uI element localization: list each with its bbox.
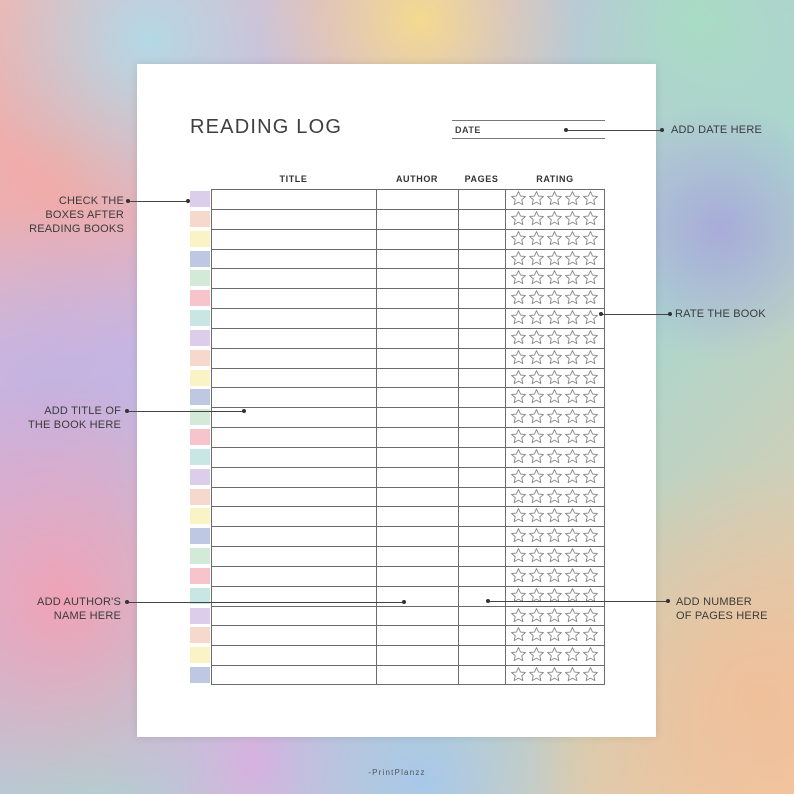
star-icon[interactable] xyxy=(510,309,527,326)
star-icon[interactable] xyxy=(564,250,581,267)
star-icon[interactable] xyxy=(564,190,581,207)
star-icon[interactable] xyxy=(528,329,545,346)
read-checkbox[interactable] xyxy=(190,310,210,326)
read-checkbox[interactable] xyxy=(190,251,210,267)
read-checkbox[interactable] xyxy=(190,627,210,643)
star-icon[interactable] xyxy=(510,250,527,267)
star-icon[interactable] xyxy=(528,607,545,624)
star-icon[interactable] xyxy=(546,666,563,683)
annotation-check-boxes-line3: READING BOOKS xyxy=(29,223,124,235)
star-icon[interactable] xyxy=(546,428,563,445)
star-icon[interactable] xyxy=(582,448,599,465)
star-rating[interactable] xyxy=(510,626,602,644)
brand-footer: -PrintPlanzz xyxy=(368,768,426,777)
star-icon[interactable] xyxy=(546,369,563,386)
star-icon[interactable] xyxy=(510,269,527,286)
read-checkbox[interactable] xyxy=(190,608,210,624)
star-icon[interactable] xyxy=(528,289,545,306)
star-icon[interactable] xyxy=(582,408,599,425)
star-icon[interactable] xyxy=(546,547,563,564)
annotation-author-line1: ADD AUTHOR'S xyxy=(37,596,121,608)
date-line-top xyxy=(452,120,605,121)
star-rating[interactable] xyxy=(510,210,602,228)
star-icon[interactable] xyxy=(528,349,545,366)
column-header-title: TITLE xyxy=(279,174,308,184)
star-rating[interactable] xyxy=(510,507,602,525)
star-icon[interactable] xyxy=(564,547,581,564)
star-icon[interactable] xyxy=(564,289,581,306)
star-icon[interactable] xyxy=(546,250,563,267)
star-icon[interactable] xyxy=(510,369,527,386)
star-icon[interactable] xyxy=(564,369,581,386)
star-rating[interactable] xyxy=(510,329,602,347)
star-icon[interactable] xyxy=(546,210,563,227)
star-rating[interactable] xyxy=(510,309,602,327)
star-icon[interactable] xyxy=(510,408,527,425)
read-checkbox[interactable] xyxy=(190,389,210,405)
star-icon[interactable] xyxy=(582,428,599,445)
pointer-dot xyxy=(668,312,672,316)
star-rating[interactable] xyxy=(510,468,602,486)
star-icon[interactable] xyxy=(546,309,563,326)
star-rating[interactable] xyxy=(510,230,602,248)
read-checkbox[interactable] xyxy=(190,231,210,247)
star-icon[interactable] xyxy=(510,527,527,544)
column-header-author: AUTHOR xyxy=(395,174,439,184)
star-icon[interactable] xyxy=(510,468,527,485)
read-checkbox[interactable] xyxy=(190,449,210,465)
star-icon[interactable] xyxy=(510,349,527,366)
read-checkbox[interactable] xyxy=(190,489,210,505)
read-checkbox[interactable] xyxy=(190,290,210,306)
read-checkbox[interactable] xyxy=(190,370,210,386)
star-icon[interactable] xyxy=(564,388,581,405)
column-divider xyxy=(458,189,459,685)
star-icon[interactable] xyxy=(564,230,581,247)
pointer-dot xyxy=(564,128,568,132)
annotation-add-date: ADD DATE HERE xyxy=(671,124,763,136)
pointer-dot xyxy=(599,312,603,316)
star-rating[interactable] xyxy=(510,388,602,406)
read-checkbox[interactable] xyxy=(190,667,210,683)
star-rating[interactable] xyxy=(510,428,602,446)
star-rating[interactable] xyxy=(510,666,602,684)
star-icon[interactable] xyxy=(528,547,545,564)
star-icon[interactable] xyxy=(546,607,563,624)
pointer-dot xyxy=(242,409,246,413)
read-checkbox[interactable] xyxy=(190,330,210,346)
star-icon[interactable] xyxy=(528,408,545,425)
star-icon[interactable] xyxy=(510,488,527,505)
star-icon[interactable] xyxy=(546,488,563,505)
star-icon[interactable] xyxy=(564,626,581,643)
checkbox-pointer-line xyxy=(128,201,188,202)
page-title: READING LOG xyxy=(190,116,343,138)
star-icon[interactable] xyxy=(510,230,527,247)
star-icon[interactable] xyxy=(510,646,527,663)
annotation-title-line2: THE BOOK HERE xyxy=(27,419,121,431)
read-checkbox[interactable] xyxy=(190,429,210,445)
star-icon[interactable] xyxy=(510,567,527,584)
read-checkbox[interactable] xyxy=(190,528,210,544)
star-rating[interactable] xyxy=(510,448,602,466)
star-icon[interactable] xyxy=(510,448,527,465)
read-checkbox[interactable] xyxy=(190,508,210,524)
star-icon[interactable] xyxy=(510,428,527,445)
pointer-dot xyxy=(125,600,129,604)
pointer-dot xyxy=(125,409,129,413)
column-divider xyxy=(505,189,506,685)
rating-pointer-line xyxy=(601,314,670,315)
read-checkbox[interactable] xyxy=(190,211,210,227)
pointer-dot xyxy=(186,199,190,203)
star-icon[interactable] xyxy=(510,666,527,683)
star-icon[interactable] xyxy=(528,230,545,247)
star-rating[interactable] xyxy=(510,587,602,605)
star-icon[interactable] xyxy=(582,210,599,227)
star-icon[interactable] xyxy=(564,567,581,584)
star-icon[interactable] xyxy=(546,408,563,425)
pointer-dot xyxy=(126,199,130,203)
star-icon[interactable] xyxy=(564,210,581,227)
star-icon[interactable] xyxy=(582,567,599,584)
pointer-dot xyxy=(486,599,490,603)
annotation-title-line1: ADD TITLE OF xyxy=(44,405,121,417)
star-rating[interactable] xyxy=(510,567,602,585)
star-icon[interactable] xyxy=(546,448,563,465)
star-icon[interactable] xyxy=(528,567,545,584)
star-icon[interactable] xyxy=(528,646,545,663)
star-icon[interactable] xyxy=(564,646,581,663)
star-icon[interactable] xyxy=(528,468,545,485)
read-checkbox[interactable] xyxy=(190,548,210,564)
star-icon[interactable] xyxy=(564,666,581,683)
star-icon[interactable] xyxy=(564,468,581,485)
star-rating[interactable] xyxy=(510,369,602,387)
star-icon[interactable] xyxy=(582,607,599,624)
star-icon[interactable] xyxy=(564,428,581,445)
star-icon[interactable] xyxy=(546,626,563,643)
star-icon[interactable] xyxy=(582,369,599,386)
star-icon[interactable] xyxy=(546,289,563,306)
star-rating[interactable] xyxy=(510,349,602,367)
read-checkbox[interactable] xyxy=(190,469,210,485)
star-icon[interactable] xyxy=(528,527,545,544)
star-icon[interactable] xyxy=(582,547,599,564)
star-icon[interactable] xyxy=(582,230,599,247)
star-icon[interactable] xyxy=(564,408,581,425)
pointer-dot xyxy=(402,600,406,604)
read-checkbox[interactable] xyxy=(190,270,210,286)
star-icon[interactable] xyxy=(582,527,599,544)
star-rating[interactable] xyxy=(510,190,602,208)
star-icon[interactable] xyxy=(528,448,545,465)
star-icon[interactable] xyxy=(528,250,545,267)
star-icon[interactable] xyxy=(582,349,599,366)
star-icon[interactable] xyxy=(546,388,563,405)
star-icon[interactable] xyxy=(546,269,563,286)
star-icon[interactable] xyxy=(564,329,581,346)
annotation-add-pages xyxy=(676,595,768,623)
star-icon[interactable] xyxy=(582,388,599,405)
star-icon[interactable] xyxy=(582,488,599,505)
star-icon[interactable] xyxy=(582,646,599,663)
annotation-rate-book: RATE THE BOOK xyxy=(675,308,766,320)
star-icon[interactable] xyxy=(528,388,545,405)
star-icon[interactable] xyxy=(564,507,581,524)
star-icon[interactable] xyxy=(510,388,527,405)
star-icon[interactable] xyxy=(510,547,527,564)
star-icon[interactable] xyxy=(528,428,545,445)
column-header-rating: RATING xyxy=(536,174,574,184)
star-rating[interactable] xyxy=(510,250,602,268)
star-icon[interactable] xyxy=(546,230,563,247)
star-icon[interactable] xyxy=(546,349,563,366)
star-icon[interactable] xyxy=(564,527,581,544)
star-icon[interactable] xyxy=(510,289,527,306)
star-rating[interactable] xyxy=(510,646,602,664)
date-label: DATE xyxy=(455,125,481,135)
column-header-pages: PAGES xyxy=(464,174,499,184)
star-rating[interactable] xyxy=(510,547,602,565)
star-icon[interactable] xyxy=(582,309,599,326)
star-icon[interactable] xyxy=(510,507,527,524)
pages-pointer-line xyxy=(488,601,668,602)
annotation-pages-line2: OF PAGES HERE xyxy=(676,610,768,622)
author-pointer-line xyxy=(127,602,404,603)
read-checkbox[interactable] xyxy=(190,350,210,366)
star-icon[interactable] xyxy=(564,488,581,505)
star-icon[interactable] xyxy=(510,607,527,624)
star-icon[interactable] xyxy=(582,507,599,524)
star-icon[interactable] xyxy=(546,567,563,584)
star-rating[interactable] xyxy=(510,488,602,506)
column-divider xyxy=(376,189,377,685)
read-checkbox[interactable] xyxy=(190,568,210,584)
star-icon[interactable] xyxy=(564,349,581,366)
star-icon[interactable] xyxy=(528,309,545,326)
star-icon[interactable] xyxy=(582,468,599,485)
star-icon[interactable] xyxy=(528,507,545,524)
date-field[interactable] xyxy=(452,138,605,139)
read-checkbox[interactable] xyxy=(190,191,210,207)
star-icon[interactable] xyxy=(546,527,563,544)
star-icon[interactable] xyxy=(582,269,599,286)
annotation-check-boxes-line2: BOXES AFTER xyxy=(45,209,124,221)
star-icon[interactable] xyxy=(528,210,545,227)
star-icon[interactable] xyxy=(582,190,599,207)
pointer-dot xyxy=(660,128,664,132)
star-rating[interactable] xyxy=(510,408,602,426)
star-icon[interactable] xyxy=(546,507,563,524)
star-icon[interactable] xyxy=(582,289,599,306)
star-icon[interactable] xyxy=(564,607,581,624)
star-icon[interactable] xyxy=(546,190,563,207)
star-rating[interactable] xyxy=(510,607,602,625)
read-checkbox[interactable] xyxy=(190,647,210,663)
star-icon[interactable] xyxy=(546,468,563,485)
star-icon[interactable] xyxy=(564,309,581,326)
star-rating[interactable] xyxy=(510,289,602,307)
star-icon[interactable] xyxy=(582,626,599,643)
star-icon[interactable] xyxy=(546,646,563,663)
star-icon[interactable] xyxy=(528,269,545,286)
star-icon[interactable] xyxy=(564,448,581,465)
star-rating[interactable] xyxy=(510,527,602,545)
star-icon[interactable] xyxy=(528,190,545,207)
annotation-pages-line1: ADD NUMBER xyxy=(676,596,752,608)
star-icon[interactable] xyxy=(510,329,527,346)
annotation-author-line2: NAME HERE xyxy=(53,610,121,622)
star-icon[interactable] xyxy=(528,666,545,683)
star-rating[interactable] xyxy=(510,269,602,287)
date-pointer-line xyxy=(566,130,662,131)
star-icon[interactable] xyxy=(582,250,599,267)
annotation-check-boxes-line1: CHECK THE xyxy=(58,195,124,207)
star-icon[interactable] xyxy=(528,369,545,386)
star-icon[interactable] xyxy=(582,666,599,683)
title-pointer-line xyxy=(127,411,244,412)
star-icon[interactable] xyxy=(528,626,545,643)
pointer-dot xyxy=(666,599,670,603)
star-icon[interactable] xyxy=(528,488,545,505)
star-icon[interactable] xyxy=(510,190,527,207)
star-icon[interactable] xyxy=(546,329,563,346)
star-icon[interactable] xyxy=(510,626,527,643)
star-icon[interactable] xyxy=(510,210,527,227)
star-icon[interactable] xyxy=(582,329,599,346)
star-icon[interactable] xyxy=(564,269,581,286)
